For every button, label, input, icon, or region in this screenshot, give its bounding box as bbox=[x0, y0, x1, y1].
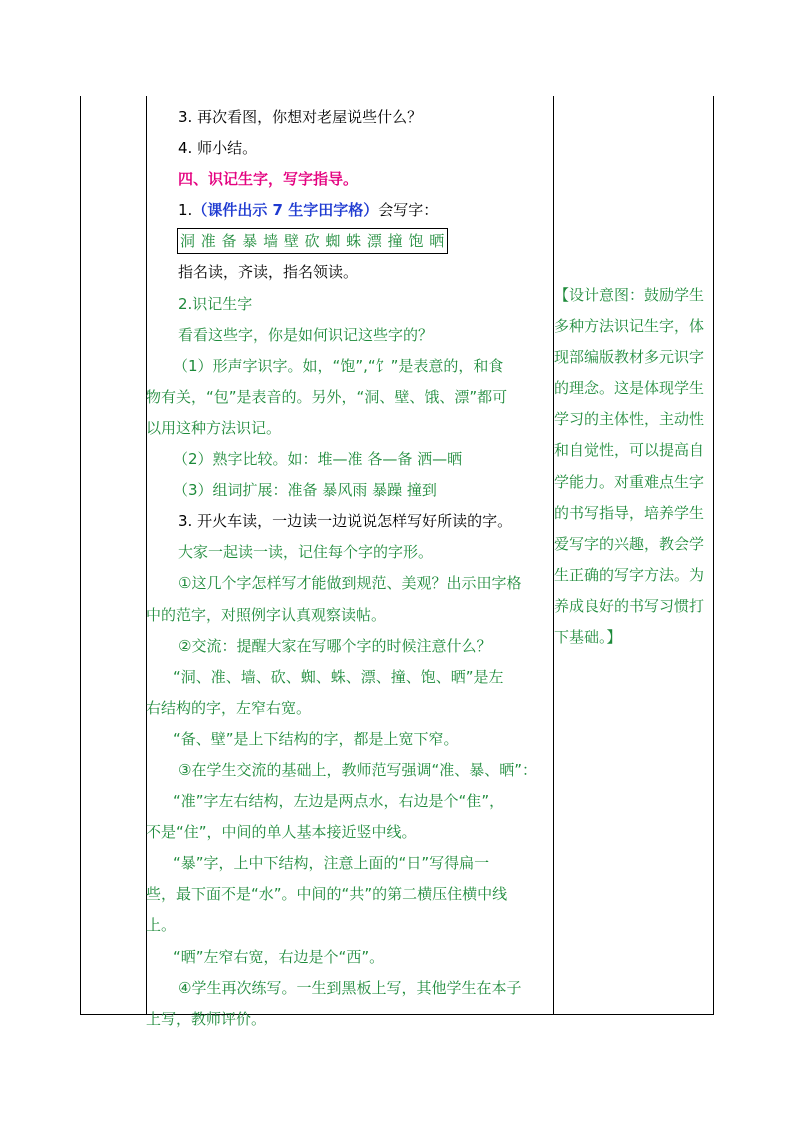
subsection-title: 2.识记生字 bbox=[178, 294, 253, 313]
paragraph: ④学生再次练写。一生到黑板上写，其他学生在本子 bbox=[178, 978, 522, 997]
writing-intro bbox=[148, 195, 552, 226]
table-left-border bbox=[80, 96, 81, 1015]
paragraph: 看看这些字，你是如何识记这些字的？ bbox=[178, 325, 434, 344]
paragraph: （2）熟字比较。如：堆—准 各—备 洒—晒 bbox=[173, 450, 463, 469]
paragraph: 物有关，“包”是表音的。另外，“洞、壁、饿、漂”都可 bbox=[146, 387, 508, 406]
courseware-note: （课件出示 7 生字田字格） bbox=[192, 201, 379, 220]
paragraph: ②交流：提醒大家在写哪个字的时候注意什么？ bbox=[178, 636, 492, 655]
paragraph: （1）形声字识字。如，“饱”,“饣”是表意的，和食 bbox=[173, 356, 504, 375]
paragraph: “晒”左窄右宽，右边是个“西”。 bbox=[173, 947, 385, 966]
paragraph: “备、壁”是上下结构的字，都是上宽下窄。 bbox=[173, 729, 459, 748]
paragraph: ③在学生交流的基础上，教师范写强调“准、暴、晒”： bbox=[178, 760, 537, 779]
section-heading: 四、识记生字，写字指导。 bbox=[178, 170, 359, 189]
design-intent-note: 【设计意图：鼓励学生多种方法识记生字，体现部编版教材多元识字的理念。这是体现学生学习的主体性，主动性和自觉性，可以提高自学能力。对重难点生字的书写指导，培养学生爱写字的兴趣，教会学生正确的写字方法。为养成良好的书写习惯打下基础。】 bbox=[554, 286, 705, 647]
paragraph: 以用这种方法识记。 bbox=[146, 418, 282, 437]
paragraph: 3. 开火车读，一边读一边说说怎样写好所读的字。 bbox=[178, 512, 513, 531]
paragraph: 些，最下面不是“水”。中间的“共”的第二横压住横中线 bbox=[146, 885, 508, 904]
paragraph: “洞、准、墙、砍、蜘、蛛、漂、撞、饱、晒”是左 bbox=[173, 667, 504, 686]
item-number: 1. bbox=[178, 201, 193, 220]
step-3-text: 3. 再次看图，你想对老屋说些什么？ bbox=[178, 108, 423, 126]
paragraph: 大家一起读一读，记住每个字的字形。 bbox=[178, 543, 434, 562]
paragraph: 不是“住”，中间的单人基本接近竖中线。 bbox=[146, 823, 417, 842]
write-label: 会写字： bbox=[378, 201, 439, 220]
step-4-text: 4. 师小结。 bbox=[178, 139, 258, 158]
paragraph: “暴”字，上中下结构，注意上面的“日”写得扁一 bbox=[173, 854, 490, 873]
table-col-divider-1 bbox=[146, 96, 147, 1015]
paragraph: 右结构的字，左窄右宽。 bbox=[146, 698, 312, 717]
paragraph: （3）组词扩展：准备 暴风雨 暴躁 撞到 bbox=[173, 481, 437, 500]
reading-text: 指名读，齐读，指名领读。 bbox=[178, 263, 359, 282]
char-row bbox=[148, 226, 552, 257]
lesson-content bbox=[148, 102, 552, 1035]
paragraph: “准”字左右结构，左边是两点水，右边是个“隹”， bbox=[173, 792, 505, 811]
paragraph: 上写，教师评价。 bbox=[146, 1009, 267, 1028]
paragraph: 上。 bbox=[146, 916, 177, 935]
paragraph: ①这几个字怎样写才能做到规范、美观？出示田字格 bbox=[178, 574, 522, 593]
paragraph: 中的范字，对照例字认真观察读帖。 bbox=[146, 605, 387, 624]
character-box: 洞 准 备 暴 墙 壁 砍 蜘 蛛 漂 撞 饱 晒 bbox=[177, 228, 448, 254]
